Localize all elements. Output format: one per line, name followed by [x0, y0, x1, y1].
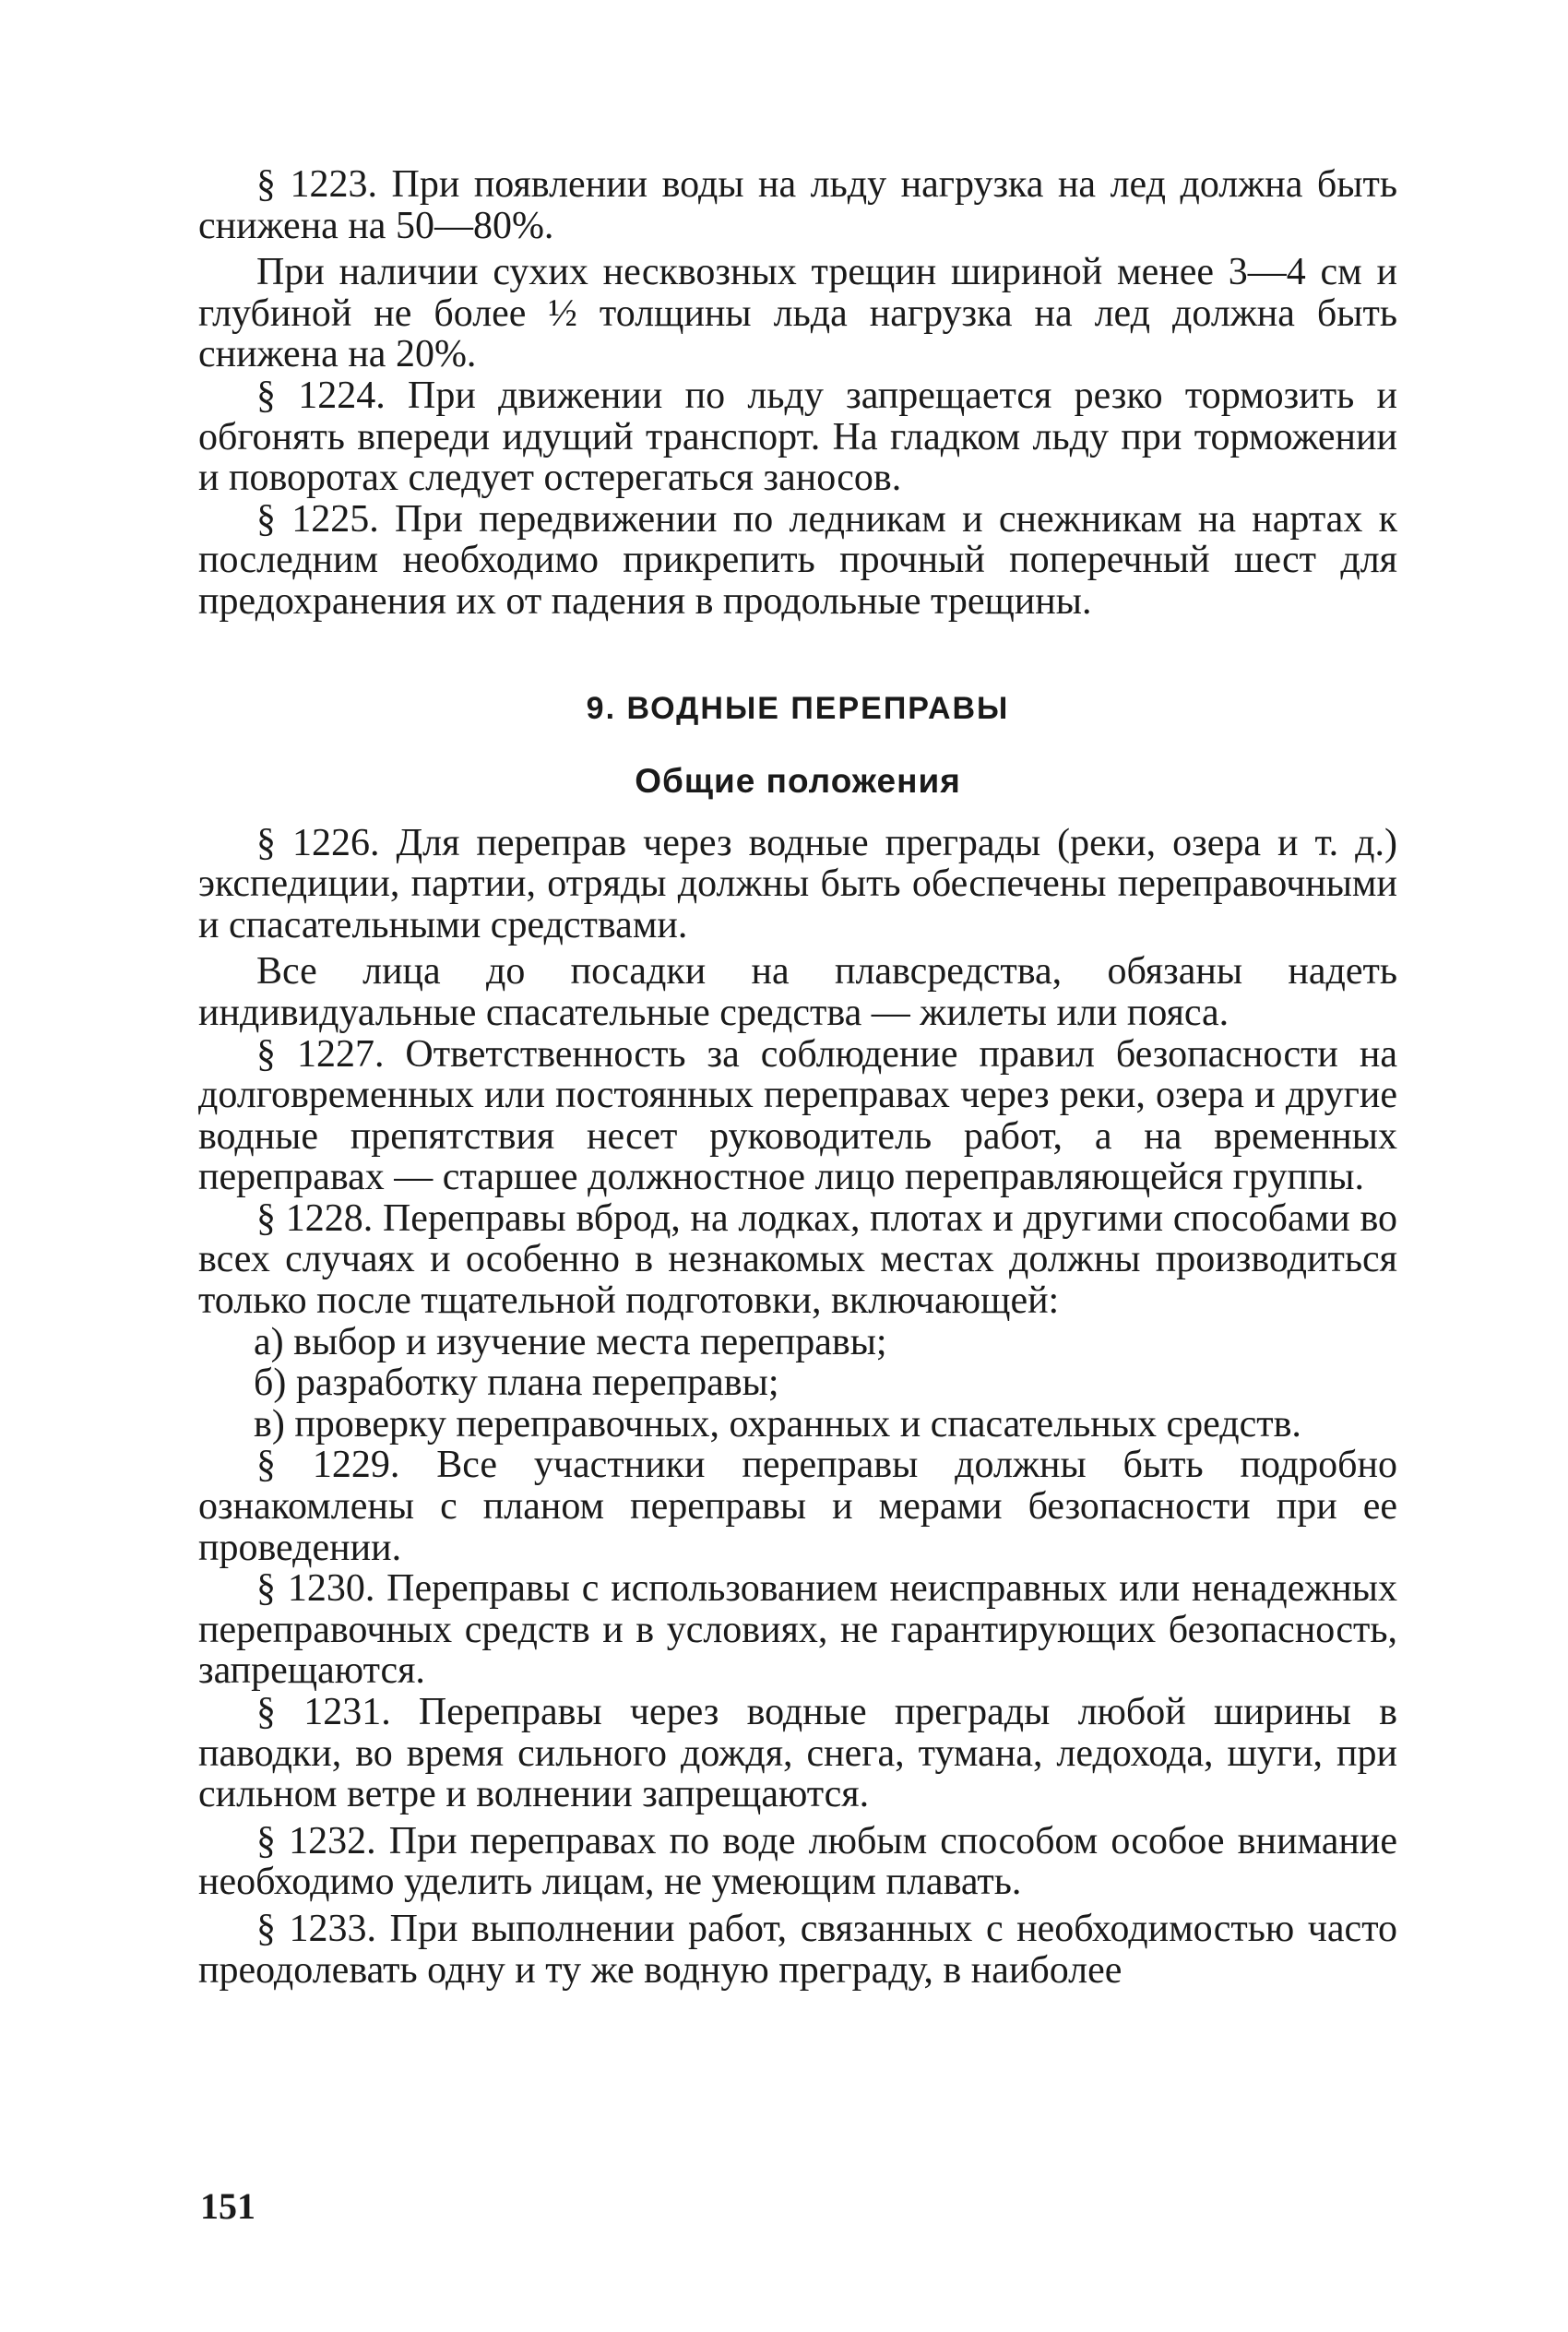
- paragraph-1223: § 1223. При появлении воды на льду нагрузка на лед должна быть снижена на 50—80%.: [198, 163, 1397, 247]
- paragraph-1231: § 1231. Переправы через водные преграды любой ширины в паводки, во время сильного дождя, снега, тумана, ледохода, шуги, при сильном ветре и волнении запрещаются.: [198, 1691, 1397, 1816]
- paragraph-1229: § 1229. Все участники переправы должны быть подробно ознакомлены с планом переправы и мерами безопасности при ее проведении.: [198, 1444, 1397, 1569]
- page-number: 151: [200, 2185, 255, 2227]
- paragraph-1226: § 1226. Для переправ через водные преграды (реки, озера и т. д.) экспедиции, партии, отряды должны быть обеспечены переправочными и спасательными средствами.: [198, 821, 1397, 946]
- paragraph-1230: § 1230. Переправы с использованием неисправных или ненадежных переправочных средств и в условиях, не гарантирующих безопасность, запрещаются.: [198, 1567, 1397, 1693]
- page-body: [198, 164, 1397, 1991]
- paragraph-1227: § 1227. Ответственность за соблюдение правил безопасности на долговременных или постоянных переправах через реки, озера и другие водные препятствия несет руководитель работ, а на временных переправах — старшее должностное лицо переправляющейся группы.: [198, 1032, 1397, 1199]
- section-heading: Общие положения: [635, 761, 961, 800]
- list-item-c: в) проверку переправочных, охранных и спасательных средств.: [254, 1402, 1301, 1446]
- chapter-heading: 9. ВОДНЫЕ ПЕРЕПРАВЫ: [586, 690, 1010, 726]
- paragraph-life-vests: Все лица до посадки на плавсредства, обязаны надеть индивидуальные спасательные средства — жилеты или пояса.: [198, 950, 1397, 1034]
- list-item-b: б) разработку плана переправы;: [254, 1362, 779, 1405]
- paragraph-cracks: При наличии сухих несквозных трещин шириной менее 3—4 см и глубиной не более ½ толщины льда нагрузка на лед должна быть снижена на 20%.: [198, 251, 1397, 376]
- paragraph-1225: § 1225. При передвижении по ледникам и снежникам на нартах к последним необходимо прикрепить прочный поперечный шест для предохранения их от падения в продольные трещины.: [198, 497, 1397, 623]
- paragraph-1232: § 1232. При переправах по воде любым способом особое внимание необходимо уделить лицам, не умеющим плавать.: [198, 1819, 1397, 1904]
- list-item-a: а) выбор и изучение места переправы;: [254, 1320, 887, 1363]
- paragraph-1233: § 1233. При выполнении работ, связанных с необходимостью часто преодолевать одну и ту же водную преграду, в наиболее: [198, 1907, 1397, 1992]
- paragraph-1224: § 1224. При движении по льду запрещается резко тормозить и обгонять впереди идущий транспорт. На гладком льду при торможении и поворотах следует остерегаться заносов.: [198, 374, 1397, 500]
- paragraph-1228: § 1228. Переправы вброд, на лодках, плотах и другими способами во всех случаях и особенно в незнакомых местах должны производиться только после тщательной подготовки, включающей:: [198, 1196, 1397, 1323]
